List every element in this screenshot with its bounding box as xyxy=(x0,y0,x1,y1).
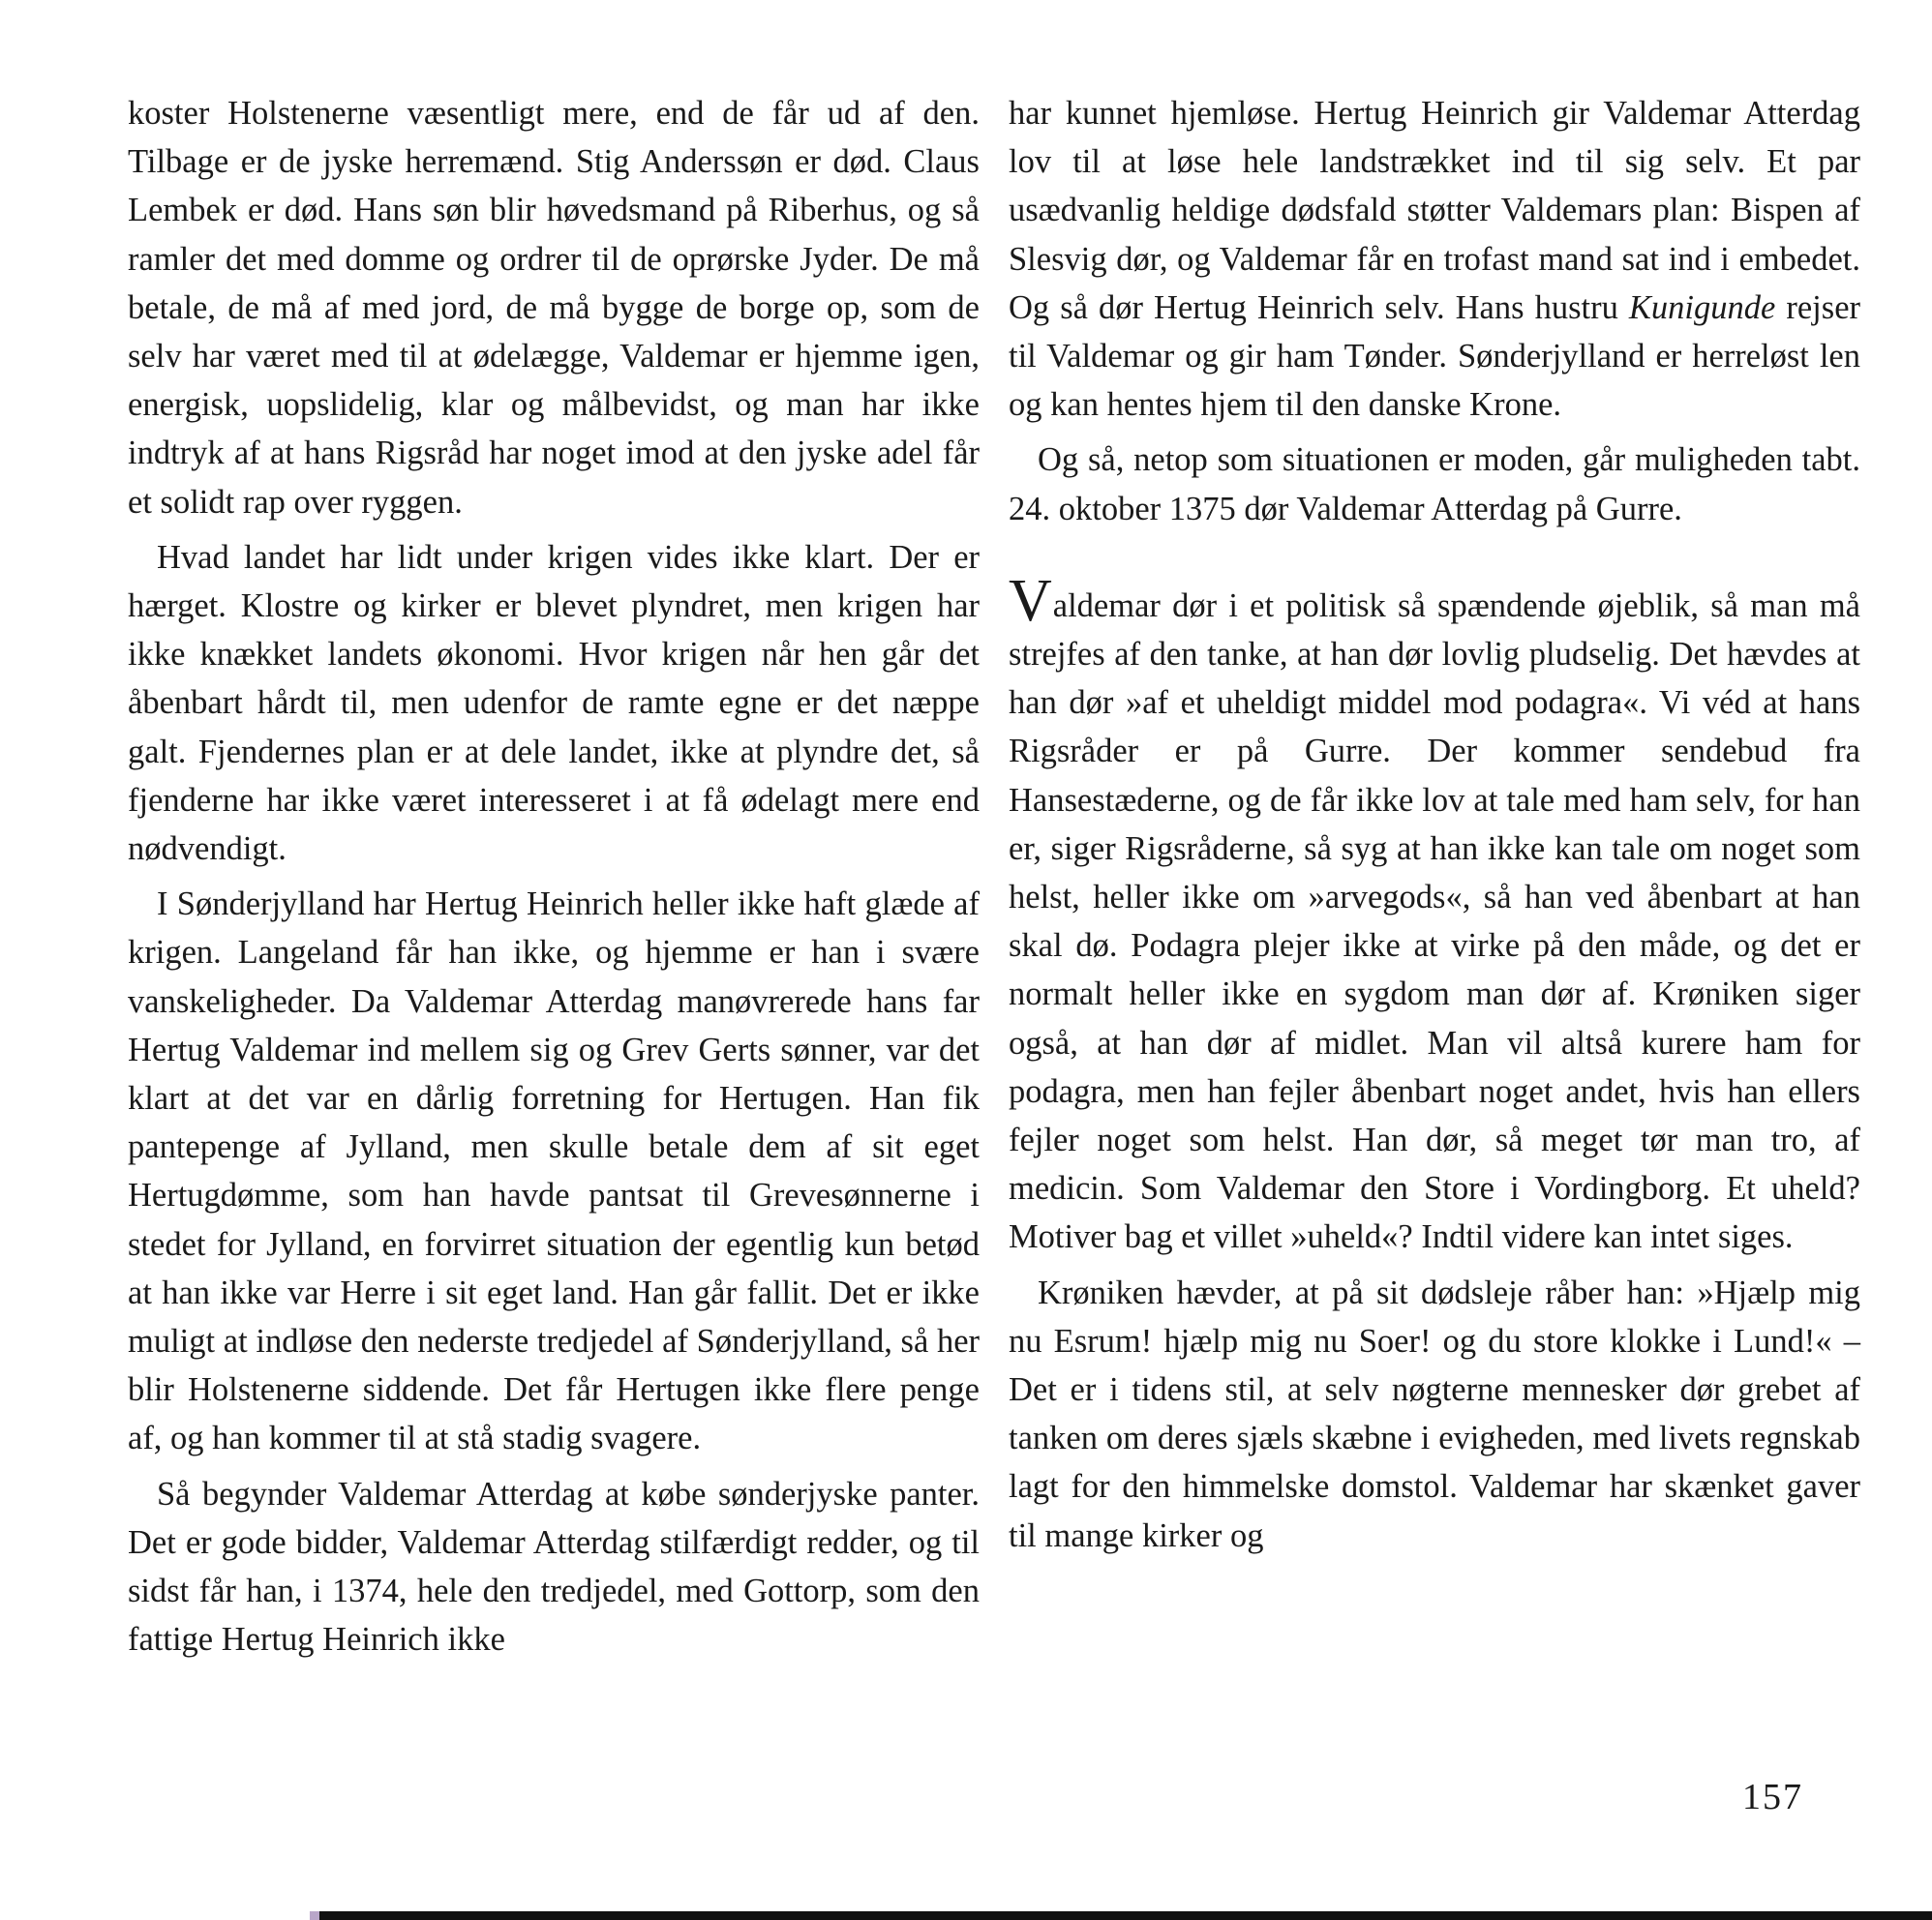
paragraph-text: rejser til Valdemar og gir ham Tønder. Sønderjylland er herreløst len og kan hentes hjem til den danske Krone. xyxy=(1009,288,1860,424)
paragraph: Og så, netop som situationen er moden, går muligheden tabt. 24. oktober 1375 dør Valdemar Atterdag på Gurre. xyxy=(1009,441,1860,527)
paragraph-text: har kunnet hjemløse. Hertug Heinrich gir Valdemar Atterdag lov til at løse hele landstrækket ind til sig selv. Et par usædvanlig heldige dødsfald støtter Valdemars plan: Bispen af Slesvig dør, og Valdemar får en trofast mand sat ind i embedet. Og så dør Hertug Heinrich selv. Hans hustru xyxy=(1009,95,1860,326)
right-text-column xyxy=(1009,89,1860,1560)
paragraph-text: aldemar dør i et politisk så spændende øjeblik, så man må strejfes af den tanke, at han dør lovlig pludselig. Det hævdes at han dør »af et uheldigt middel mod podagra«. Vi véd at hans Rigsråder er på Gurre. Der kommer sendebud fra Hansestæderne, og de får ikke lov at tale med ham selv, for han er, siger Rigsråderne, så syg at han ikke kan tale om noget som helst, heller ikke om »arvegods«, så han ved åbenbart at han skal dø. Podagra plejer ikke at virke på den måde, og det er normalt heller ikke en sygdom man dør af. Krøniken siger også, at han dør af midlet. Man vil altså kurere ham for podagra, men han fejler åbenbart noget andet, hvis han ellers fejler noget som helst. Han dør, så meget tør man tro, af medicin. Som Valdemar den Store i Vordingborg. Et uheld? Motiver bag et villet »uheld«? Indtil videre kan intet siges. xyxy=(1009,586,1860,1256)
scan-bottom-edge xyxy=(319,1911,1932,1920)
paragraph: Hvad landet har lidt under krigen vides ikke klart. Der er hærget. Klostre og kirker er blevet plyndret, men krigen har ikke knækket landets økonomi. Hvor krigen når hen går det åbenbart hårdt til, men udenfor de ramte egne er det næppe galt. Fjendernes plan er at dele landet, ikke at plyndre det, så fjenderne har ikke været interesseret i at få ødelagt mere end nødvendigt. xyxy=(128,538,980,868)
paragraph: Krøniken hævder, at på sit dødsleje råber han: »Hjælp mig nu Esrum! hjælp mig nu Soer! og du store klokke i Lund!« – Det er i tidens stil, at selv nøgterne mennesker dør grebet af tanken om deres sjæls skæbne i evigheden, med livets regnskab lagt for den himmelske domstol. Valdemar har skænket gaver til mange kirker og xyxy=(1009,1274,1860,1554)
paragraph xyxy=(1009,89,1860,429)
page-number: 157 xyxy=(1742,1777,1803,1817)
left-text-column xyxy=(128,89,980,1665)
paragraph: I Sønderjylland har Hertug Heinrich heller ikke haft glæde af krigen. Langeland får han ikke, og hjemme er han i svære vanskeligheder. Da Valdemar Atterdag manøvrerede hans far Hertug Valdemar ind mellem sig og Grev Gerts sønner, var det klart at det var en dårlig forretning for Hertugen. Han fik pantepenge af Jylland, men skulle betale dem af sit eget Hertugdømme, som han havde pantsat til Grevesønnerne i stedet for Jylland, en forvirret situation der egentlig kun betød at han ikke var Herre i sit eget land. Han går fallit. Det er ikke muligt at indløse den nederste tredjedel af Sønderjylland, så her blir Holstenerne siddende. Det får Hertugen ikke flere penge af, og han kommer til at stå stadig svagere. xyxy=(128,885,980,1457)
section-start-paragraph xyxy=(1009,567,1860,1262)
italic-name: Kunigunde xyxy=(1628,288,1776,326)
paragraph: koster Holstenerne væsentligt mere, end de får ud af den. Tilbage er de jyske herremænd. Stig Anderssøn er død. Claus Lembek er død. Hans søn blir høvedsmand på Riberhus, og så ramler det med domme og ordrer til de oprørske Jyder. De må betale, de må af med jord, de må bygge de borge op, som de selv har været med til at ødelægge, Valdemar er hjemme igen, energisk, uopslidelig, klar og målbevidst, og man har ikke indtryk af at hans Rigsråd har noget imod at den jyske adel får et solidt rap over ryggen. xyxy=(128,95,980,521)
paragraph: Så begynder Valdemar Atterdag at købe sønderjyske panter. Det er gode bidder, Valdemar Atterdag stilfærdigt redder, og til sidst får han, i 1374, hele den tredjedel, med Gottorp, som den fattige Hertug Heinrich ikke xyxy=(128,1475,980,1659)
drop-cap-letter: V xyxy=(1009,567,1052,634)
